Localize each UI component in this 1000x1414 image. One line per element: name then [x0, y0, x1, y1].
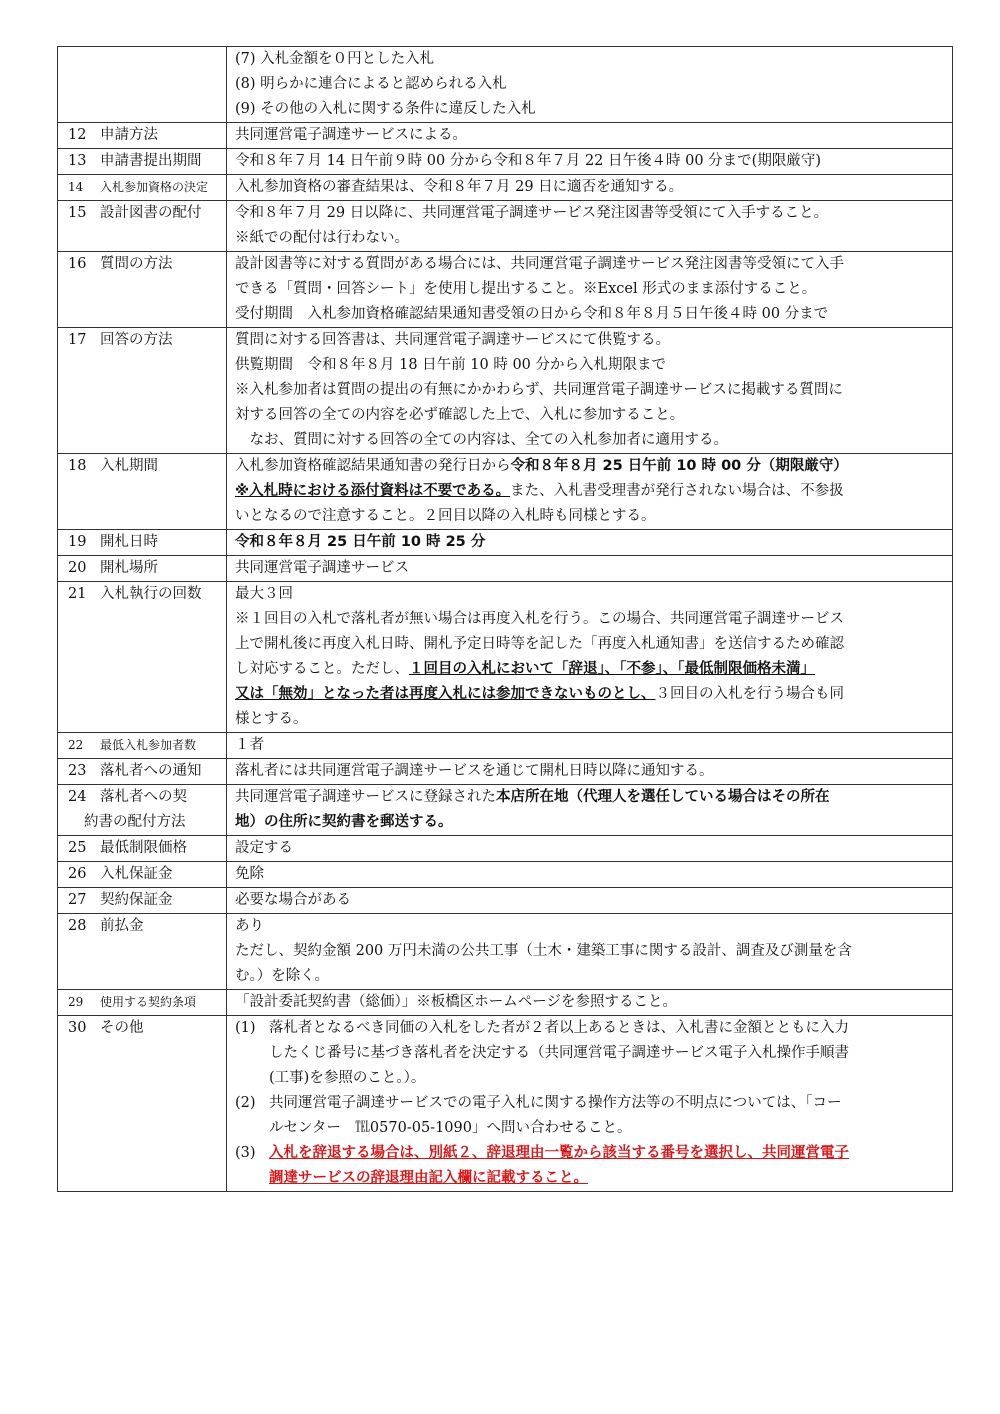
content-cell	[227, 914, 953, 990]
label-cell	[58, 530, 227, 556]
content-line: 「設計委託契約書（総価）」※板橋区ホームページを参照すること。	[235, 994, 677, 1010]
content-line: 受付期間 入札参加資格確認結果通知書受領の日から令和８年８月５日午後４時 00 分まで	[235, 306, 829, 322]
content-line: 設定する	[235, 840, 293, 856]
row-number: 17	[68, 332, 87, 348]
label-cell	[58, 1016, 227, 1192]
content-cell	[227, 990, 953, 1016]
content-cell	[227, 201, 953, 252]
content-line: ※紙での配付は行わない。	[235, 230, 409, 246]
row-number: 13	[68, 153, 87, 169]
content-line: いとなるので注意すること。２回目以降の入札時も同様とする。	[235, 508, 656, 524]
content-line: 供覧期間 令和８年８月 18 日午前 10 時 00 分から入札期限まで	[235, 357, 667, 373]
content-line	[235, 657, 946, 682]
row-label: 質問の方法	[100, 256, 173, 272]
opening-datetime: 令和８年８月 25 日午前 10 時 25 分	[235, 534, 486, 550]
content-cell	[227, 328, 953, 454]
content-cell	[227, 47, 953, 123]
content-line: 設計図書等に対する質問がある場合には、共同運営電子調達サービス発注図書等受領にて入手	[235, 256, 844, 272]
label-cell	[58, 175, 227, 201]
content-cell	[227, 149, 953, 175]
list-item	[235, 1091, 946, 1141]
content-line: ただし、契約金額 200 万円未満の公共工事（土木・建築工事に関する設計、調査及び測量を含	[235, 943, 852, 959]
table-row	[58, 149, 953, 175]
content-line: ルセンター ℡0570-05-1090」へ問い合わせること。	[269, 1120, 632, 1136]
row-label: 回答の方法	[100, 332, 173, 348]
deadline-emphasis: 令和８年８月 25 日午前 10 時 00 分（期限厳守）	[510, 458, 848, 474]
row-number: 23	[68, 763, 87, 779]
item-text	[269, 1016, 946, 1091]
row-label: 入札参加資格の決定	[100, 180, 209, 194]
table-row	[58, 252, 953, 328]
row-number: 21	[68, 586, 87, 602]
row-number: 24	[68, 789, 87, 805]
row-number: 14	[68, 180, 84, 194]
row-number: 22	[68, 738, 84, 752]
content-line: できる「質問・回答シート」を使用し提出すること。※Excel 形式のまま添付すること。	[235, 281, 817, 297]
content-cell	[227, 530, 953, 556]
table-row	[58, 990, 953, 1016]
content-line: 最大３回	[235, 586, 293, 602]
content-cell	[227, 862, 953, 888]
label-cell	[58, 582, 227, 733]
conditions-table	[57, 46, 953, 1192]
attachment-notice: ※入札時における添付資料は不要である。	[235, 483, 511, 499]
label-cell	[58, 759, 227, 785]
row-number: 12	[68, 127, 87, 143]
row-number: 28	[68, 918, 87, 934]
row-number: 27	[68, 892, 87, 908]
table-row	[58, 862, 953, 888]
content-line: 上で開札後に再度入札日時、開札予定日時等を記した「再度入札通知書」を送信するため確認	[235, 636, 844, 652]
text-segment: 共同運営電子調達サービスに登録された	[235, 789, 496, 805]
row-number: 25	[68, 840, 87, 856]
content-cell	[227, 836, 953, 862]
content-line: 落札者には共同運営電子調達サービスを通じて開札日時以降に通知する。	[235, 763, 714, 779]
row-number: 29	[68, 995, 84, 1009]
table-row	[58, 785, 953, 836]
label-cell	[58, 990, 227, 1016]
content-line: (9) その他の入札に関する条件に違反した入札	[235, 101, 536, 117]
content-line: (7) 入札金額を０円とした入札	[235, 51, 435, 67]
content-line: ※１回目の入札で落札者が無い場合は再度入札を行う。この場合、共同運営電子調達サービス	[235, 611, 844, 627]
text-segment: 入札参加資格確認結果通知書の発行日から	[235, 458, 511, 474]
row-number: 15	[68, 205, 87, 221]
content-line: ※入札参加者は質問の提出の有無にかかわらず、共同運営電子調達サービスに掲載する質問に	[235, 382, 843, 398]
content-cell	[227, 252, 953, 328]
content-cell	[227, 582, 953, 733]
list-item	[235, 1141, 946, 1191]
row-label: 入札期間	[100, 458, 158, 474]
row-number: 16	[68, 256, 87, 272]
row-label: 申請書提出期間	[100, 153, 202, 169]
item-number: (1)	[235, 1020, 256, 1036]
content-cell	[227, 888, 953, 914]
row-number: 26	[68, 866, 87, 882]
withdrawal-notice: 調達サービスの辞退理由記入欄に記載すること。	[269, 1170, 588, 1186]
list-item	[235, 1016, 946, 1091]
row-label: 設計図書の配付	[100, 205, 202, 221]
table-row	[58, 836, 953, 862]
label-cell	[58, 328, 227, 454]
content-line: 共同運営電子調達サービスによる。	[235, 127, 467, 143]
rebid-restriction: 又は「無効」となった者は再度入札には参加できないものとし、	[235, 686, 656, 702]
label-cell	[58, 888, 227, 914]
content-cell	[227, 785, 953, 836]
content-line: (8) 明らかに連合によると認められる入札	[235, 76, 507, 92]
label-cell	[58, 862, 227, 888]
address-emphasis: 本店所在地（代理人を選任している場合はその所在	[496, 789, 830, 805]
text-segment: また、入札書受理書が発行されない場合は、不参扱	[510, 483, 844, 499]
row-number: 20	[68, 560, 87, 576]
label-cell	[58, 733, 227, 759]
content-line: したくじ番号に基づき落札者を決定する（共同運営電子調達サービス電子入札操作手順書	[269, 1045, 849, 1061]
row-number: 19	[68, 534, 87, 550]
item-text	[269, 1141, 946, 1191]
row-label: 申請方法	[100, 127, 158, 143]
row-number: 18	[68, 458, 87, 474]
row-label: 入札保証金	[100, 866, 173, 882]
content-line: 免除	[235, 866, 264, 882]
content-cell	[227, 733, 953, 759]
content-line: 共同運営電子調達サービスでの電子入札に関する操作方法等の不明点については、「コー	[269, 1095, 842, 1111]
label-cell	[58, 201, 227, 252]
table-row	[58, 123, 953, 149]
label-cell	[58, 454, 227, 530]
content-cell	[227, 175, 953, 201]
withdrawal-notice: 入札を辞退する場合は、別紙２、辞退理由一覧から該当する番号を選択し、共同運営電子	[269, 1145, 849, 1161]
content-line	[235, 785, 946, 810]
label-cell	[58, 149, 227, 175]
content-cell	[227, 123, 953, 149]
content-line: 必要な場合がある	[235, 892, 351, 908]
text-segment: し対応すること。ただし、	[235, 661, 409, 677]
row-label-part: 約書の配付方法	[84, 814, 186, 830]
content-line: む。）を除く。	[235, 968, 329, 984]
content-line: なお、質問に対する回答の全ての内容は、全ての入札参加者に適用する。	[235, 432, 728, 448]
table-row	[58, 556, 953, 582]
address-emphasis: 地）の住所に契約書を郵送する。	[235, 814, 453, 830]
content-line: 落札者となるべき同価の入札をした者が２者以上あるときは、入札書に金額とともに入力	[269, 1020, 849, 1036]
content-cell	[227, 454, 953, 530]
label-cell	[58, 836, 227, 862]
row-label: 最低制限価格	[100, 840, 187, 856]
label-cell	[58, 47, 227, 123]
table-row	[58, 47, 953, 123]
row-label: 前払金	[100, 918, 144, 934]
content-line: あり	[235, 918, 264, 934]
content-line: 様とする。	[235, 711, 308, 727]
row-label: 落札者への通知	[100, 763, 202, 779]
content-line: 質問に対する回答書は、共同運営電子調達サービスにて供覧する。	[235, 332, 670, 348]
table-row	[58, 530, 953, 556]
content-line	[235, 454, 946, 479]
content-line: 令和８年７月 29 日以降に、共同運営電子調達サービス発注図書等受領にて入手すること。	[235, 205, 829, 221]
row-number: 30	[68, 1020, 87, 1036]
row-label-part: 落札者への契	[100, 789, 187, 805]
content-line: 入札参加資格の審査結果は、令和８年７月 29 日に適否を通知する。	[235, 179, 684, 195]
content-cell	[227, 759, 953, 785]
row-label: 使用する契約条項	[100, 995, 197, 1009]
item-number: (3)	[235, 1145, 256, 1161]
row-label: 入札執行の回数	[100, 586, 202, 602]
table-row	[58, 582, 953, 733]
item-text	[269, 1091, 946, 1141]
content-cell	[227, 556, 953, 582]
table-row	[58, 759, 953, 785]
content-line: 共同運営電子調達サービス	[235, 560, 409, 576]
row-label: その他	[100, 1020, 144, 1036]
row-label: 最低入札参加者数	[100, 738, 197, 752]
content-line	[235, 479, 946, 504]
table-row	[58, 201, 953, 252]
row-label: 契約保証金	[100, 892, 173, 908]
label-cell	[58, 785, 227, 836]
label-cell	[58, 123, 227, 149]
table-row	[58, 175, 953, 201]
label-cell	[58, 914, 227, 990]
row-label	[68, 785, 220, 810]
content-line: 令和８年７月 14 日午前９時 00 分から令和８年７月 22 日午後４時 00 分まで(期限厳守)	[235, 153, 821, 169]
rebid-restriction: １回目の入札において「辞退」、「不参」、「最低制限価格未満」	[409, 661, 815, 677]
label-cell	[58, 556, 227, 582]
row-label: 開札場所	[100, 560, 158, 576]
label-cell	[58, 252, 227, 328]
table-row	[58, 328, 953, 454]
table-row	[58, 888, 953, 914]
content-line	[235, 682, 946, 707]
content-line: 対する回答の全ての内容を必ず確認した上で、入札に参加すること。	[235, 407, 685, 423]
table-row	[58, 733, 953, 759]
table-row	[58, 454, 953, 530]
item-number: (2)	[235, 1095, 256, 1111]
table-row	[58, 914, 953, 990]
row-label: 開札日時	[100, 534, 158, 550]
content-cell	[227, 1016, 953, 1192]
table-row	[58, 1016, 953, 1192]
text-segment: ３回目の入札を行う場合も同	[655, 686, 844, 702]
content-line: (工事)を参照のこと。）。	[269, 1070, 426, 1086]
content-line: １者	[235, 737, 264, 753]
